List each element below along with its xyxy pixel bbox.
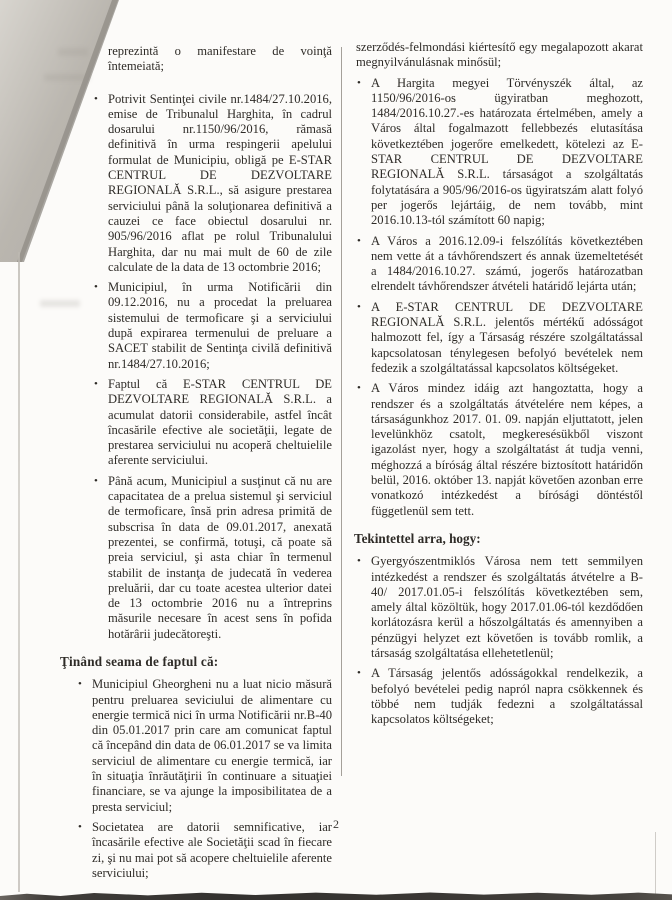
bullet-icon: • xyxy=(94,377,98,390)
list-item-text: Societatea are datorii semnificative, iar încasările efective ale Societăţii scad în fiecare zi, şi nu mai pot să acopere cheltuielile aferente serviciului; xyxy=(92,819,332,880)
list-item xyxy=(78,820,332,881)
list-item xyxy=(354,300,643,376)
section-heading: Ţinând seama de faptul că: xyxy=(60,653,219,669)
list-item xyxy=(354,381,643,519)
bullet-icon: • xyxy=(357,667,361,680)
list-item xyxy=(354,554,643,661)
list-item xyxy=(94,474,332,642)
scan-edge-left xyxy=(18,252,20,892)
section-heading: Tekintettel arra, hogy: xyxy=(354,530,481,546)
list-item-text: Municipiul, în urma Notificării din 09.12.2016, nu a procedat la preluarea sistemului de termoficare şi a serviciului după expirarea termenului de preluare a SACET stabilit de Sentinţa civilă definitivă nr.1484/27.10.2016; xyxy=(108,280,332,371)
bullet-icon: • xyxy=(357,382,361,395)
list-item-text: Faptul că E-STAR CENTRUL DE DEZVOLTARE REGIONALĂ S.R.L. a acumulat datorii considerabile, astfel încât încasările efective ale societăţii, legate de prestarea serviciului nu acoperă cheltuielile aferente serviciului. xyxy=(108,376,332,468)
scan-artifact xyxy=(58,48,88,56)
list-item xyxy=(354,234,643,295)
bullet-icon: • xyxy=(94,474,98,487)
list-item-text: Municipiul Gheorgheni nu a luat nicio măsură pentru preluarea seviciului de alimentare cu energie termică nici în urma Notificării nr.B-40 din 05.01.2017 prin care am comunicat faptul că începând din data de 06.01.2017 se va limita serviciul de alimentare cu energie termică, iar în situaţia înrăutăţirii în continuare a situaţiei financiare, se va ajunge la imposibilitatea de a presta serviciul; xyxy=(92,677,332,814)
left-column xyxy=(60,44,332,886)
scan-bottom-strip xyxy=(0,891,672,900)
paragraph-continuation: reprezintă o manifestare de voinţă întemeiată; xyxy=(108,44,332,74)
list-item-text: A Társaság jelentős adósságokkal rendelkezik, a befolyó bevételei pedig napról napra csökkennek és többé nem tudják fedezni a szolgáltatással kapcsolatos költségeket; xyxy=(371,666,643,727)
paragraph-continuation: szerződés-felmondási kiértesítő egy megalapozott akarat megnyilvánulásnak minősül; xyxy=(356,40,643,70)
list-item xyxy=(94,92,332,276)
list-item xyxy=(94,280,332,372)
bullet-icon: • xyxy=(94,92,98,105)
list-item-text: A Város a 2016.12.09-i felszólítás következtében nem vette át a távhőrendszert és annak üzemeltetését a 1484/2016.10.27. számú, jogerős határozatban elrendelt távhőrendszer átvételi határidő lejárta után; xyxy=(371,233,643,294)
page-number: 2 xyxy=(333,817,339,831)
scan-edge-right xyxy=(655,832,656,894)
bullet-icon: • xyxy=(357,555,361,568)
list-item xyxy=(354,666,643,727)
bullet-icon: • xyxy=(357,300,361,313)
list-item-text: Potrivit Sentinţei civile nr.1484/27.10.2016, emise de Tribunalul Harghita, în cadrul dosarului nr.1150/96/2016, rămasă definitivă în urma respingerii apelului formulat de Municipiu, obligă pe E-STAR CENTRUL DE DEZVOLTARE REGIONALĂ S.R.L., să asigure prestarea serviciului până la soluţionarea definitivă a cauzei ce face obiectul dosarului nr. 905/96/2016 aflat pe rolul Tribunalului Harghita, dar nu mai mult de 60 de zile calculate de la data de 13 octombrie 2016; xyxy=(108,91,332,274)
column-divider xyxy=(341,47,342,776)
list-item-text: A E-STAR CENTRUL DE DEZVOLTARE REGIONALĂ S.R.L. jelentős mértékű adósságot halmozott fel, így a Társaság részére szolgáltatással kapcsolatosan ténylegesen befolyó bevételek nem fedezik a szolgáltatással kapcsolatos költségeket. xyxy=(371,299,643,375)
scan-artifact xyxy=(44,74,90,81)
bullet-icon: • xyxy=(78,820,82,833)
bullet-icon: • xyxy=(357,76,361,89)
scan-artifact xyxy=(40,300,80,307)
right-column xyxy=(354,40,643,732)
list-item xyxy=(78,677,332,815)
list-item-text: A Város mindez idáig azt hangoztatta, hogy a rendszer és a szolgáltatás átvételére nem képes, a társaságunkhoz 2017. 01. 09. napján eljuttatott, jelen levelünkhöz csatolt, megkeresésükből viszont igazolást nyer, hogy a szolgáltatást át tudja venni, méghozzá a bíróság által részére biztosított határidőn belül, 2016. október 13. napját követően azonban erre vonatkozó intézkedést a bírósági döntéstől függetlenül sem tett. xyxy=(371,381,643,518)
list-item xyxy=(94,377,332,469)
bullet-icon: • xyxy=(357,234,361,247)
bullet-icon: • xyxy=(94,281,98,294)
bullet-icon: • xyxy=(78,678,82,691)
list-item-text: Până acum, Municipiul a susţinut că nu are capacitatea de a prelua sistemul şi serviciul de termoficare, însă prin adresa primită de subscrisa în data de 09.01.2017, anexată prezentei, se confirmă, totuşi, că poate să preia serviciul, şi asta chiar în termenul stabilit de instanţa de judecată în vederea preluării, dar cu toate acestea ulterior datei de 13 octombrie 2016 nu a întreprins măsurile necesare în acest sens în pofida hotărârii judecătoreşti. xyxy=(108,473,332,641)
list-item-text: Gyergyószentmiklós Városa nem tett semmilyen intézkedést a rendszer és szolgáltatás átvételre a B-40/ 2017.01.05-i felszólítás következtében sem, amely által közöltük, hogy 2017.01.06-tól kezdődően korlátozásra kerül a hőszolgáltatás és amennyiben a pénzügyi helyzet ezt követően is tovább romlik, a társaság szolgáltatása ellehetetlenül; xyxy=(371,554,643,660)
list-item-text: A Hargita megyei Törvényszék által, az 1150/96/2016-os ügyiratban meghozott, 1484/2016.10.27.-es határozata értelmében, amely a Város által fogalmazott fellebbezés elutasítása következtében jogerőre emelkedett, kötelezi az E-STAR CENTRUL DE DEZVOLTARE REGIONALĂ S.R.L. társaságot a szolgáltatás folytatására a 905/96/2016-os ügyiratszám alatt folyó per jogerős lejártáig, de nem tovább, mint 2016.10.13-tól számított 60 napig; xyxy=(371,75,643,228)
list-item xyxy=(354,76,643,229)
